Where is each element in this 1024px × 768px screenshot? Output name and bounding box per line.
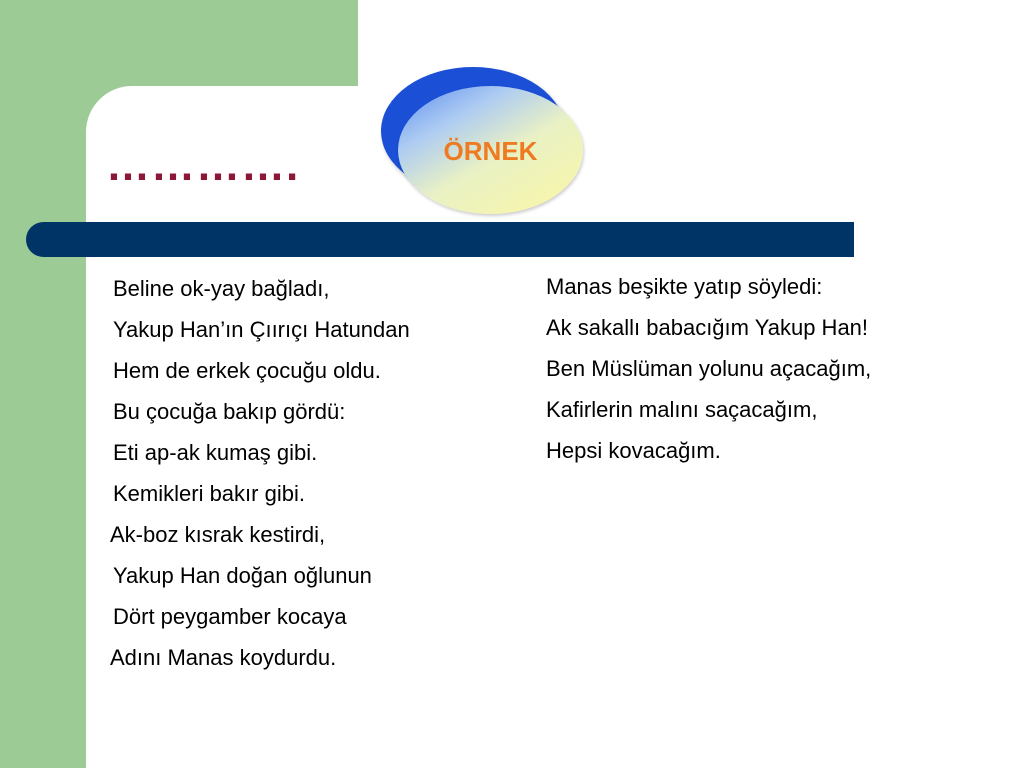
poem-line: Manas beşikte yatıp söyledi: xyxy=(546,274,823,299)
poem-line: Dört peygamber kocaya xyxy=(113,604,347,629)
poem-line: Yakup Han’ın Çıırıçı Hatundan xyxy=(113,317,410,342)
poem-line: Ak sakallı babacığım Yakup Han! xyxy=(546,315,869,340)
poem-line: Eti ap-ak kumaş gibi. xyxy=(113,440,318,465)
poem-line: Hem de erkek çocuğu oldu. xyxy=(113,358,381,383)
title-bar xyxy=(26,222,854,257)
poem-line: Kemikleri bakır gibi. xyxy=(113,481,305,506)
poem-line: Ak-boz kısrak kestirdi, xyxy=(110,522,326,547)
poem-line: Hepsi kovacağım. xyxy=(546,438,721,463)
poem-line: Ben Müslüman yolunu açacağım, xyxy=(546,356,872,381)
poem-left-column xyxy=(110,268,410,678)
decorative-dots: …………. xyxy=(106,141,300,190)
poem-right-column xyxy=(546,266,871,471)
poem-line: Yakup Han doğan oğlunun xyxy=(113,563,372,588)
poem-line: Bu çocuğa bakıp gördü: xyxy=(113,399,346,424)
poem-line: Kafirlerin malını saçacağım, xyxy=(546,397,818,422)
poem-line: Adını Manas koydurdu. xyxy=(110,645,337,670)
poem-line: Beline ok-yay bağladı, xyxy=(113,276,330,301)
badge-label: ÖRNEK xyxy=(443,136,538,166)
